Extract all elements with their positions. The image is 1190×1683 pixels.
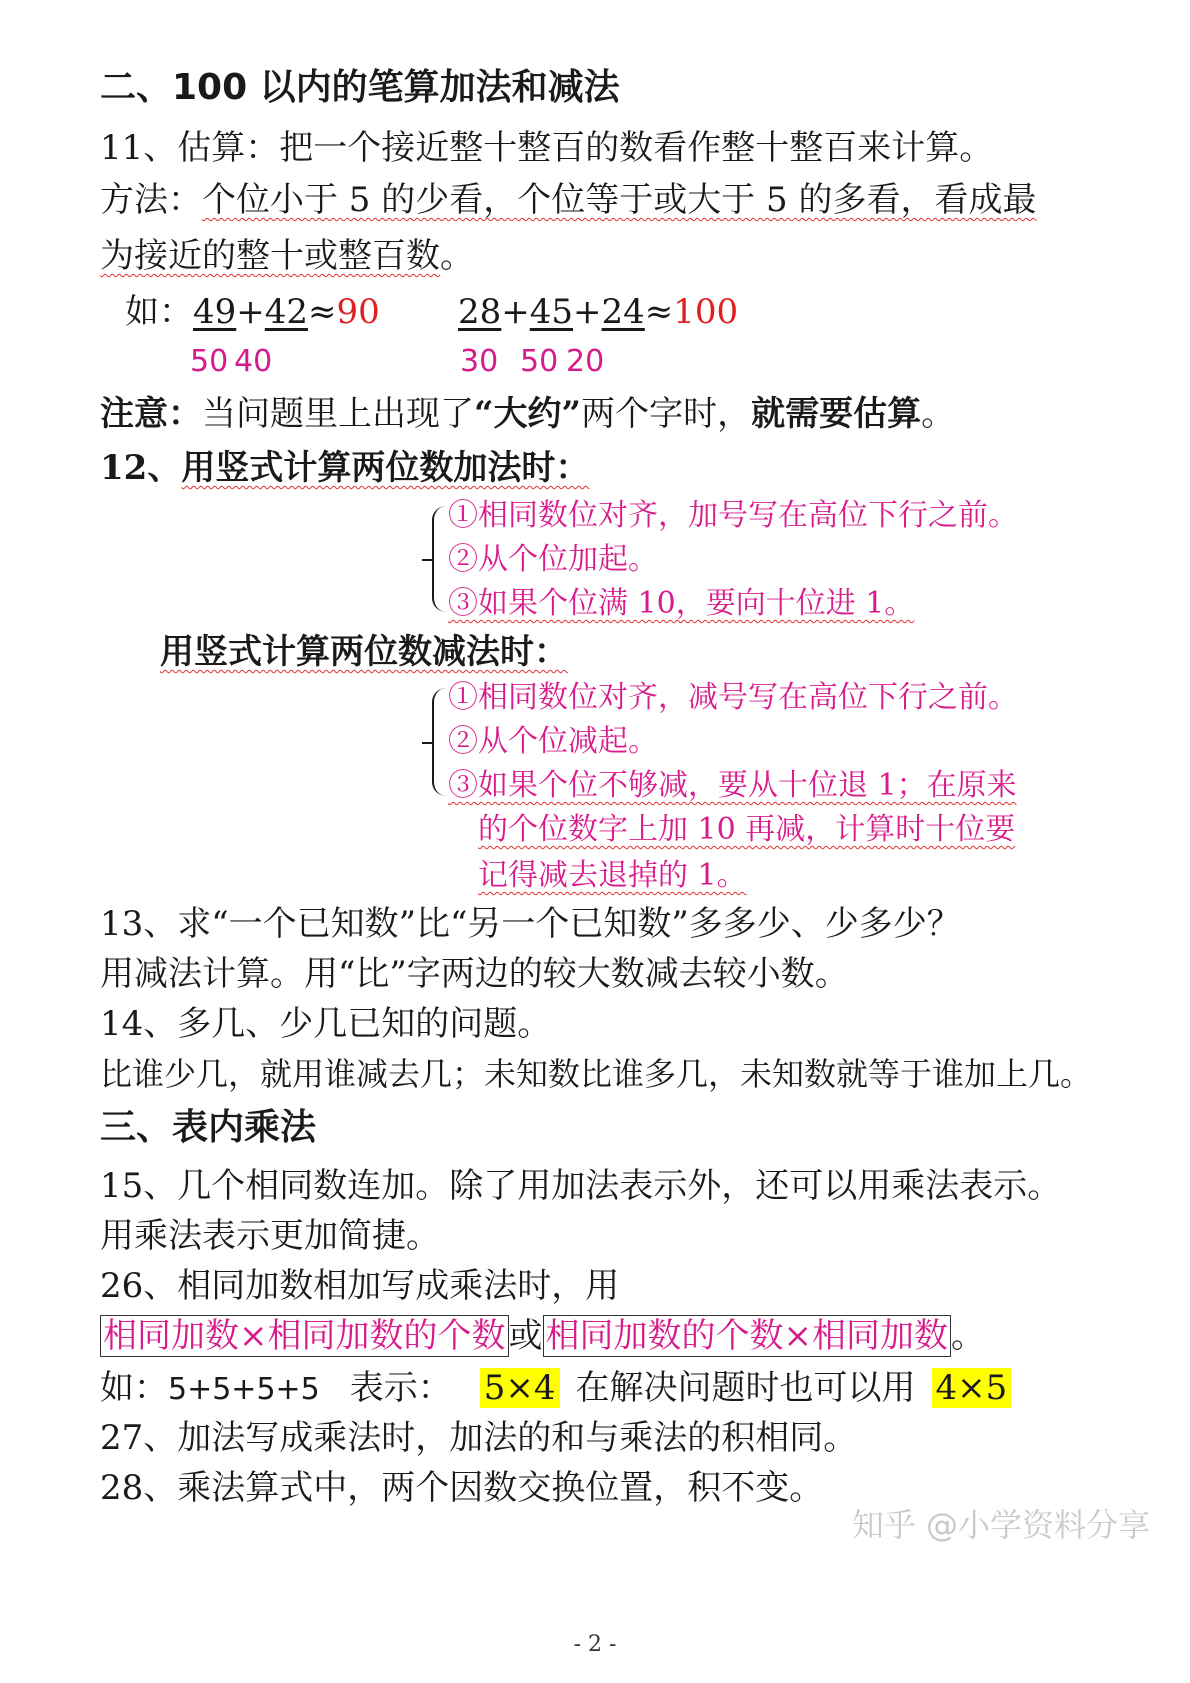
addition-title: 用竖式计算两位数加法时： <box>181 448 590 488</box>
example-26-means-label: 表示： <box>349 1368 452 1408</box>
subtraction-rule-3 <box>448 766 1017 806</box>
formula-end: 。 <box>951 1316 985 1356</box>
subtraction-rule-3-text: ③如果个位不够减，要从十位退 1；在原来 <box>448 768 1017 803</box>
item-26-line-1: 26、相同加数相加写成乘法时，用 <box>100 1266 620 1306</box>
subtraction-heading <box>160 630 568 674</box>
example-1-addend-b: 42 <box>264 292 309 332</box>
formula-box-1: 相同加数×相同加数的个数 <box>100 1315 509 1357</box>
estimate-1-b: 40 <box>234 344 273 379</box>
zhihu-watermark: 知乎 @小学资料分享 <box>851 1506 1150 1544</box>
note-line <box>100 392 955 436</box>
example-row-1 <box>125 290 380 334</box>
example-1-approx: ≈ <box>308 292 337 332</box>
example-1-result: 90 <box>336 292 380 332</box>
example-26-expression: 5+5+5+5 <box>168 1372 320 1407</box>
section-heading-3: 三、表内乘法 <box>100 1107 317 1148</box>
example-2-plus-1: + <box>501 292 530 332</box>
item-28-line: 28、乘法算式中，两个因数交换位置，积不变。 <box>100 1468 824 1508</box>
note-text-2: 两个字时， <box>581 394 752 434</box>
note-text-3: 就需要估算 <box>751 394 922 434</box>
example-2-addend-c: 24 <box>601 292 645 332</box>
estimate-2-b: 50 <box>520 344 559 379</box>
method-line-1 <box>100 178 1037 222</box>
item-14-line-2: 比谁少几，就用谁减去几；未知数比谁多几，未知数就等于谁加上几。 <box>100 1055 1093 1093</box>
subtraction-rule-3-cont-2-text: 记得减去退掉的 1。 <box>478 858 747 893</box>
subtraction-title: 用竖式计算两位数减法时： <box>160 632 568 672</box>
note-text-1: 当问题里上出现了 <box>202 394 474 434</box>
item-26-example <box>100 1366 1011 1412</box>
addition-heading <box>100 446 589 490</box>
item-15-line-2: 用乘法表示更加简捷。 <box>100 1216 440 1256</box>
example-2-addend-a: 28 <box>458 292 502 332</box>
example-2-result: 100 <box>673 292 739 332</box>
addition-rule-3-text: ③如果个位满 10，要向十位进 1。 <box>448 586 915 621</box>
highlight-4x5: 4×5 <box>932 1368 1012 1408</box>
formula-box-2: 相同加数的个数×相同加数 <box>543 1315 952 1357</box>
estimate-2-c: 20 <box>566 344 605 379</box>
estimate-1-a: 50 <box>190 344 229 379</box>
page-number: - 2 - <box>573 1632 617 1657</box>
subtraction-rule-2: ②从个位减起。 <box>448 724 658 759</box>
example-2-addend-b: 45 <box>529 292 574 332</box>
item-11-line: 11、估算：把一个接近整十整百的数看作整十整百来计算。 <box>100 128 994 168</box>
example-1-addend-a: 49 <box>193 292 237 332</box>
subtraction-rule-3-cont-1 <box>478 810 1015 850</box>
item-13-line-2: 用减法计算。用“比”字两边的较大数减去较小数。 <box>100 954 849 994</box>
item-13-line-1: 13、求“一个已知数”比“另一个已知数”多多少、少多少？ <box>100 904 961 944</box>
note-quote: “大约” <box>474 394 582 434</box>
method-text: 个位小于 5 的少看，个位等于或大于 5 的多看，看成最 <box>202 180 1037 220</box>
method-end: 。 <box>440 236 474 276</box>
subtraction-rule-3-cont-2 <box>478 856 747 896</box>
highlight-5x4: 5×4 <box>480 1368 560 1408</box>
note-end: 。 <box>921 394 956 434</box>
addition-rule-1: ①相同数位对齐，加号写在高位下行之前。 <box>448 498 1018 533</box>
method-text-2: 为接近的整十或整百数 <box>100 236 440 276</box>
example-1-plus: + <box>236 292 265 332</box>
item-26-line-2 <box>100 1314 985 1358</box>
item-15-line-1: 15、几个相同数连加。除了用加法表示外，还可以用乘法表示。 <box>100 1166 1062 1206</box>
subtraction-rule-3-cont-1-text: 的个位数字上加 10 再减，计算时十位要 <box>478 812 1016 847</box>
addition-rule-3 <box>448 584 914 624</box>
example-label: 如： <box>125 292 193 332</box>
method-line-2 <box>100 234 474 278</box>
item-14-line-1: 14、多几、少几已知的问题。 <box>100 1004 552 1044</box>
example-26-label: 如： <box>100 1368 168 1408</box>
estimate-2-a: 30 <box>460 344 499 379</box>
item-12-prefix: 12、 <box>100 448 182 488</box>
addition-rule-2: ②从个位加起。 <box>448 542 658 577</box>
formula-or: 或 <box>508 1316 543 1356</box>
example-2-approx: ≈ <box>644 292 674 332</box>
item-27-line: 27、加法写成乘法时，加法的和与乘法的积相同。 <box>100 1418 858 1458</box>
note-label: 注意： <box>100 394 202 434</box>
section-heading-2: 二、100 以内的笔算加法和减法 <box>100 67 620 108</box>
example-26-middle-text: 在解决问题时也可以用 <box>575 1368 916 1408</box>
method-label: 方法： <box>100 180 202 220</box>
example-2-plus-2: + <box>573 292 602 332</box>
subtraction-rule-1: ①相同数位对齐，减号写在高位下行之前。 <box>448 680 1018 715</box>
example-row-2 <box>458 290 738 334</box>
